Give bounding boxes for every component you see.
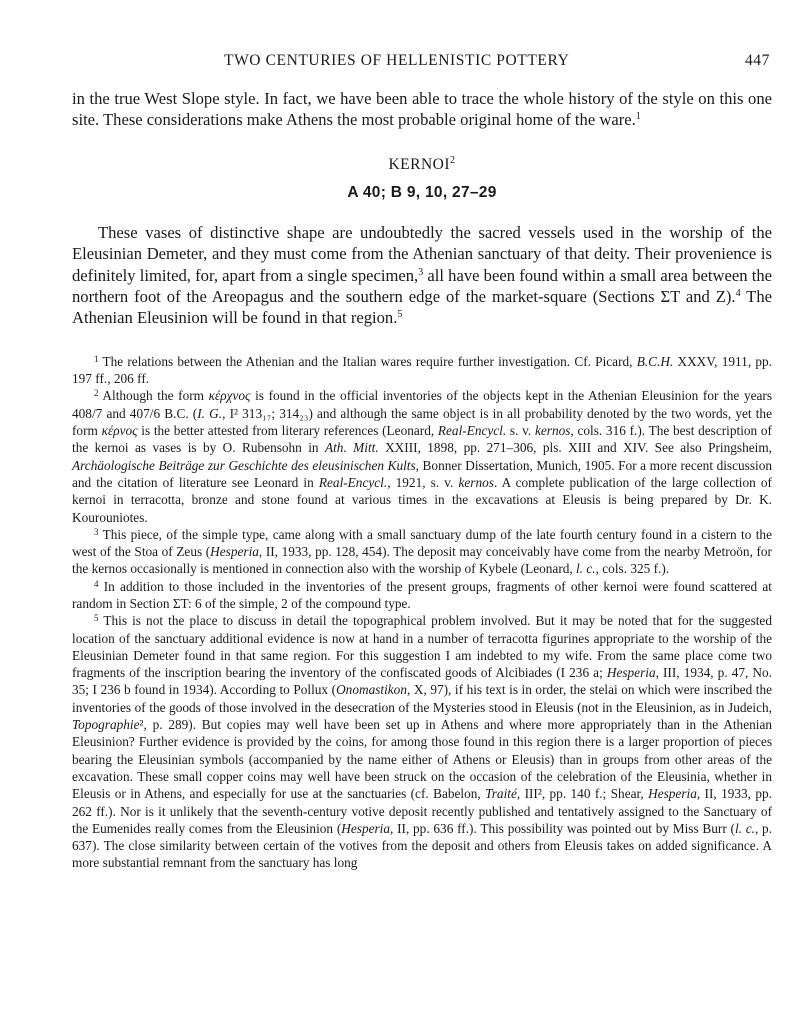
citation-italic: Onomastikon <box>336 682 407 698</box>
section-subheading: A 40; B 9, 10, 27–29 <box>347 183 497 201</box>
citation-italic: l. c. <box>734 820 755 836</box>
citation-italic: Ath. Mitt. <box>324 440 379 456</box>
continuation-paragraph-text: in the true West Slope style. In fact, we have been able to trace the whole history of the style on this one site. These considerations make Athens the most probable original home of the ware. <box>72 89 772 130</box>
footnote-text: This piece, of the simple type, came along with a small sanctuary dump of the late fourth century found in a cistern to the west of the Stoa of Zeus ( <box>72 526 772 560</box>
footnote-text: s. v. <box>506 423 535 439</box>
citation-italic: Hesperia <box>210 544 259 560</box>
footnote-text: . A complete publication of the large collection of kernoi in terracotta, bronze and stone found at various times in the excavations at Eleusis is being prepared by Dr. K. Kourouniotes. <box>72 474 772 525</box>
footnote-3 <box>72 526 772 578</box>
footnote-mark: 4 <box>94 578 99 589</box>
footnote-text: , I² 313₁₇; 314₂₃) and although the same object is in all probability denoted by the two words, yet the form <box>72 405 772 439</box>
footnote-text: , III, 1934, p. 47, No. 35; I 236 b found in 1934). According to Pollux ( <box>72 665 772 698</box>
footnote-text: , p. 637). The close similarity between certain of the votives from the deposit and others from Eleusis takes on added significance. A more substantial remnant from the sanctuary has long <box>72 820 773 871</box>
citation-italic: Real-Encycl. <box>318 474 388 490</box>
footnote-ref-2: 2 <box>450 154 456 166</box>
footnote-mark: 5 <box>94 613 99 624</box>
footnote-text: is found in the official inventories of the objects kept in the Athenian Eleusinion for the years 408/7 and 407/6 B.C. ( <box>72 388 772 421</box>
page-number: 447 <box>744 52 770 69</box>
footnotes <box>72 353 772 872</box>
footnote-text: This is not the place to discuss in detail the topographical problem involved. But it may be noted that for the suggested location of the sanctuary additional evidence is now at hand in a number of terracotta figurines appropriate to the worship of the Eleusinian Demeter found in that same region. For this suggestion I am indebted to my wife. From the same place come two fragments of the inscription bearing the inventory of the confiscated goods of Alcibiades (I 236 a; <box>72 613 772 681</box>
citation-italic: Hesperia <box>606 665 656 681</box>
continuation-paragraph <box>72 88 772 131</box>
footnote-text: , cols. 325 f.). <box>595 561 670 577</box>
footnote-ref-4: 4 <box>735 288 741 300</box>
main-paragraph <box>72 222 772 329</box>
footnote-text: , II, 1933, pp. 128, 454). The deposit may conceivably have come from the nearby Metroön, for the kernos occasionally is mentioned in connection also with the worship of Kybele (Leonard, <box>72 544 772 577</box>
section-heading <box>72 156 772 174</box>
footnote-mark: 2 <box>94 388 99 399</box>
main-paragraph-part-2: all have been found within a small area between the northern foot of the Areopagus and the southern edge of the market-square (Sections ΣΤ and Ζ). <box>72 265 772 307</box>
footnote-4 <box>72 578 772 613</box>
footnote-mark: 1 <box>94 353 99 364</box>
citation-italic: kernos <box>458 474 494 490</box>
footnote-text: , III², pp. 140 f.; Shear, <box>516 786 649 802</box>
footnote-text: In addition to those included in the inventories of the present groups, fragments of other kernoi were found scattered at random in Section ΣΤ: 6 of the simple, 2 of the compound type. <box>72 578 773 611</box>
footnote-text: , Bonner Dissertation, Munich, 1905. For a more recent discussion and the citation of literature see Leonard in <box>72 457 772 490</box>
footnote-mark: 3 <box>94 526 99 537</box>
citation-italic: Hesperia <box>341 820 391 836</box>
greek-term: κέρνος <box>101 423 138 439</box>
footnote-text: XXIII, 1898, pp. 271–306, pls. XIII and XIV. See also Pringsheim, <box>378 440 772 456</box>
main-paragraph-part-3: The Athenian Eleusinion will be found in that region. <box>72 287 772 328</box>
greek-term: κέρχνος <box>208 388 251 404</box>
citation-italic: kernos <box>534 423 571 439</box>
footnote-5 <box>72 612 772 871</box>
citation-italic: Topographie <box>72 717 140 733</box>
footnote-text: The relations between the Athenian and the Italian wares require further investigation. Cf. Picard, <box>102 353 637 369</box>
citation-italic: Archäologische Beiträge zur Geschichte des eleusinischen Kults <box>72 457 416 473</box>
footnote-text: , X, 97), if his text is in order, the stelai on which were inscribed the inventories of the goods of those involved in the desecration of the Mysteries stood in Eleusis (not in the Eleusinion, as in Judeich, <box>72 682 773 715</box>
footnote-text: , II, pp. 636 ff.). This possibility was pointed out by Miss Burr ( <box>390 820 735 836</box>
footnote-text: ², p. 289). But copies may well have been set up in Athens and where more appropriately than in the Athenian Eleusinion? Further evidence is provided by the coins, for among those found in this region there is a larger proportion of pieces bearing the Eleusinian symbols (accompanied by the name either of Athens or Eleusis) than in groups from other areas of the excavation. These small copper coins may well have been struck on the occasion of the celebration of the Eleusinia, whether in Eleusis or in Athens, and especially for use at the sanctuaries (cf. Babelon, <box>72 717 772 802</box>
citation-italic: Real-Encycl. <box>437 423 507 439</box>
main-paragraph-part-1: These vases of distinctive shape are undoubtedly the sacred vessels used in the worship of the Eleusinian Demeter, and they must come from the Athenian sanctuary of that deity. Their provenience is definitely limited, for, apart from a single specimen, <box>72 222 772 285</box>
footnote-text: , cols. 316 f.). The best description of the kernoi as vases is by O. Rubensohn in <box>72 423 772 456</box>
running-head <box>72 52 772 74</box>
citation-italic: l. c. <box>576 561 596 577</box>
citation-italic: Traité <box>485 786 517 802</box>
footnote-2 <box>72 387 772 525</box>
section-heading-text: KERNOI <box>388 155 451 173</box>
footnote-text: Although the form <box>102 388 209 404</box>
citation-italic: Hesperia <box>648 786 697 802</box>
footnote-ref-5: 5 <box>397 309 403 321</box>
footnote-text: , II, 1933, pp. 262 ff.). Nor is it unlikely that the seventh-century votive deposit recently published and tentatively assigned to the Sanctuary of the Eumenides really comes from the Eleusinion ( <box>72 786 772 836</box>
citation-italic: I. G. <box>197 405 223 421</box>
footnote-ref-3: 3 <box>418 266 424 278</box>
footnote-text: , 1921, s. v. <box>387 474 459 490</box>
footnote-ref-1: 1 <box>635 111 641 123</box>
footnote-text: XXXV, 1911, pp. 197 ff., 206 ff. <box>72 353 772 387</box>
footnote-text: is the better attested from literary references (Leonard, <box>137 423 438 439</box>
citation-italic: B.C.H. <box>636 353 674 369</box>
running-head-title: TWO CENTURIES OF HELLENISTIC POTTERY <box>224 52 570 69</box>
footnote-1 <box>72 353 772 388</box>
